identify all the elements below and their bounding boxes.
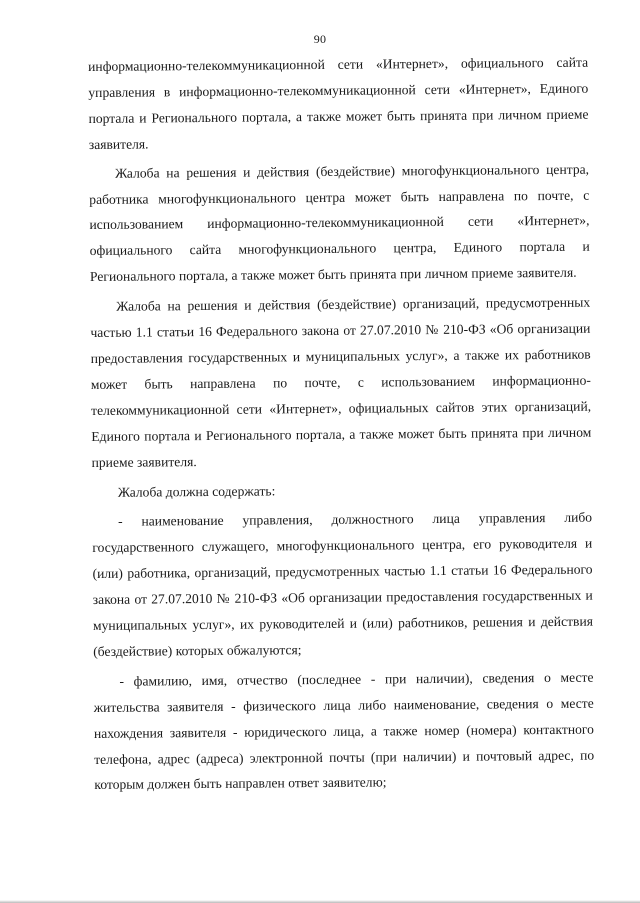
document-body	[88, 50, 595, 803]
list-item-applicant-details: - фамилию, имя, отчество (последнее - при наличии), сведения о месте жительства заявителя - физического лица либо наименование, сведения о месте нахождения заявителя - юридического лица, а также номер (номера) контактного телефона, адрес (адреса) электронной почты (при наличии) и почтовый адрес, по которым должен быть направлен ответ заявителю;	[93, 669, 595, 793]
paragraph-complaint-contents-intro: Жалоба должна содержать:	[117, 482, 276, 500]
paragraph-mfc-complaint: Жалоба на решения и действия (бездействие) многофункционального центра, работника многофункционального центра может быть направлена по почте, с использованием информационно-телекоммуникационной сети «Интернет», официального сайта многофункционального центра, Единого портала и Регионального портала, а также может быть принята при личном приеме заявителя.	[89, 161, 590, 285]
page-number: 90	[313, 32, 327, 46]
paragraph-organizations-complaint: Жалоба на решения и действия (бездействие) организаций, предусмотренных частью 1.1 статьи 16 Федерального закона от 27.07.2010 № 210-ФЗ «Об организации предоставления государственных и муниципальных услуг», а также их работников может быть направлена по почте, с использованием информационно-телекоммуникационной сети «Интернет», официальных сайтов этих организаций, Единого портала и Регионального портала, а также может быть принята при личном приеме заявителя.	[90, 294, 592, 470]
list-item-name-of-body: - наименование управления, должностного лица управления либо государственного служащего, многофункционального центра, его руководителя и (или) работника, организаций, предусмотренных частью 1.1 статьи 16 Федерального закона от 27.07.2010 № 210-ФЗ «Об организации предоставления государственных и муниципальных услуг», их руководителей и (или) работников, решения и действия (бездействие) которых обжалуются;	[92, 510, 594, 659]
paragraph-continuation: информационно-телекоммуникационной сети «Интернет», официального сайта управления в информационно-телекоммуникационной сети «Интернет», Единого портала и Регионального портала, а также может быть принята при личном приеме заявителя.	[88, 54, 589, 152]
